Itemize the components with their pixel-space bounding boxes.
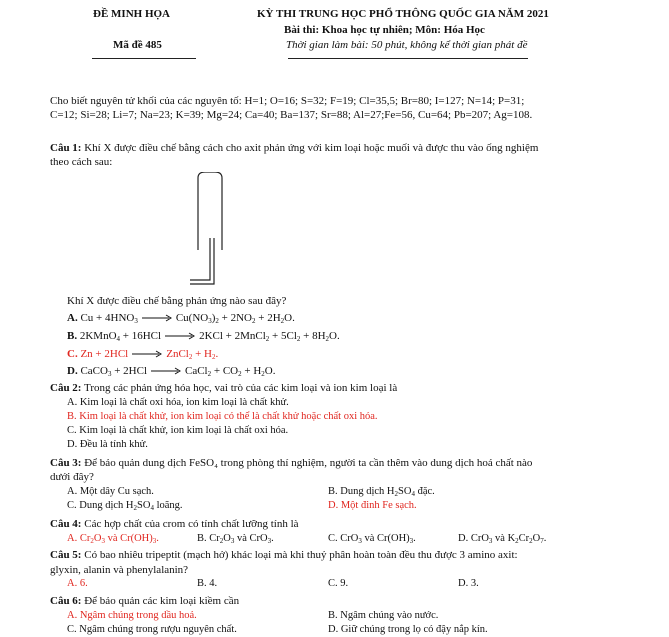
reaction-arrow-icon	[151, 367, 181, 375]
question-6-option-c: C. Ngâm chúng trong rượu nguyên chất.	[67, 624, 237, 635]
header-underline-right	[288, 58, 528, 59]
question-4-option-b: B. $Cr_2O_3$ và CrO$_3$.	[197, 533, 274, 545]
question-5-line-1: Câu 5: Có bao nhiêu tripeptit (mạch hở) khác loại mà khi thuỷ phân hoàn toàn đều thu được 3 amino axit:	[50, 549, 518, 561]
question-3-option-c: C. Dung dịch $H_2SO_4$ loãng.	[67, 500, 183, 512]
question-5-line-2: glyxin, alanin và phenylalanin?	[50, 564, 189, 576]
exam-subtitle: Bài thi: Khoa học tự nhiên; Môn: Hóa Học	[284, 24, 485, 36]
question-6-label: Câu 6:	[50, 595, 82, 607]
question-6-option-a: A. Ngâm chúng trong dầu hoả.	[67, 610, 197, 621]
header-underline-left	[92, 58, 196, 59]
question-2-label: Câu 2:	[50, 382, 82, 394]
header-left-title: ĐỀ MINH HỌA	[93, 8, 170, 20]
question-5-option-d: D. 3.	[458, 578, 479, 589]
reaction-arrow-icon	[165, 332, 195, 340]
atomic-mass-line-1: Cho biết nguyên tử khối của các nguyên tố: H=1; O=16; S=32; F=19; Cl=35,5; Br=80; I=127; N=14; P=31;	[50, 95, 525, 107]
question-6-line: Câu 6: Để bảo quản các kim loại kiềm cần	[50, 595, 240, 607]
question-1-option-d: D. CaCO$_3$ + 2HCl CaCl$_2$ + $CO_2 + H_2O$.	[67, 365, 276, 378]
question-3-option-a: A. Một dây Cu sạch.	[67, 486, 154, 497]
question-1-line-1: Câu 1: Khí X được điều chế bằng cách cho axit phản ứng với kim loại hoặc muối và được thu vào ống nghiệm	[50, 142, 539, 154]
gas-collection-test-tube-diagram	[188, 172, 232, 288]
question-3-option-d: D. Một đinh Fe sạch.	[328, 500, 417, 511]
question-4-option-c: C. CrO$_3$ và $Cr(OH)_3$.	[328, 533, 416, 545]
question-5-option-c: C. 9.	[328, 578, 349, 589]
exam-main-title: KỲ THI TRUNG HỌC PHỔ THÔNG QUỐC GIA NĂM 2021	[257, 8, 549, 20]
question-1-label: Câu 1:	[50, 142, 82, 154]
reaction-arrow-icon	[132, 350, 162, 358]
exam-time-note: Thời gian làm bài: 50 phút, không kể thời gian phát đề	[286, 39, 528, 51]
question-4-label: Câu 4:	[50, 518, 82, 530]
question-2-option-d: D. Đều là tính khử.	[67, 439, 148, 450]
question-1-option-c: C. Zn + 2HCl ZnCl$_2$ + $H_2$.	[67, 348, 219, 361]
question-1-option-b: B. 2KMnO$_4$ + 16HCl 2KCl + 2MnCl$_2$ + $5Cl_2 + 8H_2O$.	[67, 330, 340, 343]
question-6-option-d: D. Giữ chúng trong lọ có đậy nắp kín.	[328, 624, 488, 635]
atomic-mass-line-2: C=12; Si=28; Li=7; Na=23; K=39; Mg=24; Ca=40; Ba=137; Sr=88; Al=27;Fe=56, Cu=64; Pb=207; Ag=108.	[50, 109, 533, 121]
reaction-arrow-icon	[142, 314, 172, 322]
question-5-option-b: B. 4.	[197, 578, 218, 589]
question-1-line-2: theo cách sau:	[50, 156, 113, 168]
question-4-option-d: D. CrO$_3$ và $K_2Cr_2O_7$.	[458, 533, 547, 545]
question-2-option-c: C. Kim loại là chất khử, ion kim loại là chất oxi hóa.	[67, 425, 289, 436]
question-1-prompt: Khí X được điều chế bằng phản ứng nào sau đây?	[67, 295, 287, 307]
question-2-line: Câu 2: Trong các phản ứng hóa học, vai trò của các kim loại và ion kim loại là	[50, 382, 398, 394]
question-3-option-b: B. Dung dịch $H_2SO_4$ đặc.	[328, 486, 435, 498]
question-2-option-b: B. Kim loại là chất khử, ion kim loại có thể là chất khử hoặc chất oxi hóa.	[67, 411, 378, 422]
question-4-line: Câu 4: Các hợp chất của crom có tính chất lưỡng tính là	[50, 518, 299, 530]
question-5-label: Câu 5:	[50, 549, 82, 561]
question-2-option-a: A. Kim loại là chất oxi hóa, ion kim loại là chất khử.	[67, 397, 289, 408]
question-3-line-2: dưới đây?	[50, 471, 94, 483]
question-1-option-a: A. $Cu + 4HNO_3$ $Cu(NO_3)_2 + 2NO_2 + 2H_2O$.	[67, 312, 295, 325]
question-3-line-1: Câu 3: Để bảo quản dung dịch FeSO₄ trong phòng thí nghiệm, người ta cần thêm vào dung dịch hoá chất nào	[50, 457, 533, 469]
exam-code: Mã đề 485	[113, 39, 162, 51]
question-5-option-a: A. 6.	[67, 578, 88, 589]
question-6-option-b: B. Ngâm chúng vào nước.	[328, 610, 439, 621]
question-3-label: Câu 3:	[50, 457, 82, 469]
question-4-option-a: A. $Cr_2O_3$ và $Cr(OH)_3$.	[67, 533, 159, 545]
